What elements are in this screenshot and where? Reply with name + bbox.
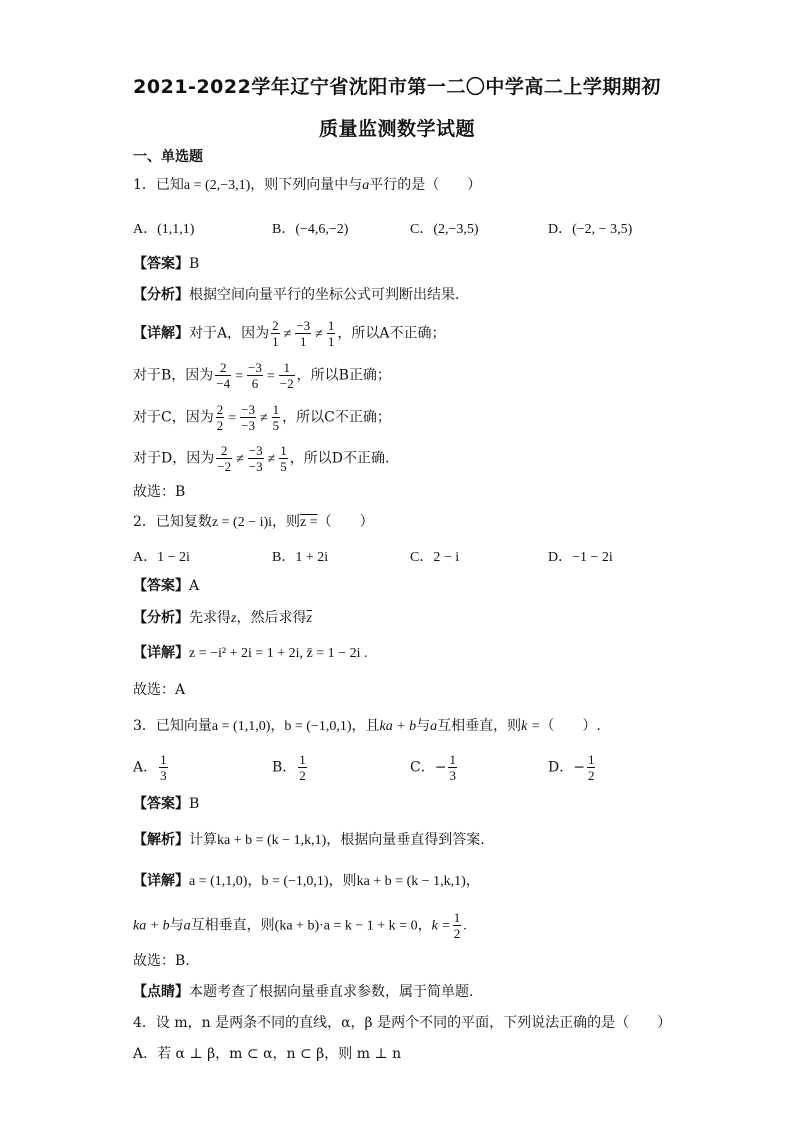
numerator: 1 <box>453 910 461 925</box>
denominator: 1 <box>327 334 335 349</box>
numerator: 1 <box>327 318 335 333</box>
numerator: −3 <box>296 318 311 333</box>
fraction <box>159 752 168 783</box>
fraction <box>279 443 288 474</box>
page-title: 2021-2022学年辽宁省沈阳市第一二〇中学高二上学期期初 <box>133 76 661 98</box>
q3-detail-2: ka + b与a互相垂直，则(ka + b)·a = k − 1 + k = 0，k = $\frac{1}{2}$ . <box>133 910 467 941</box>
fraction <box>448 752 457 783</box>
q2-answer: 【答案】A <box>133 578 200 594</box>
numerator: 1 <box>587 752 595 767</box>
operator: = <box>266 368 275 384</box>
q1-conclusion: 故选：B <box>133 484 186 500</box>
fraction <box>298 752 307 783</box>
q2-conclusion: 故选：A <box>133 682 186 698</box>
q3-option-a: A． $\frac{1}{3}$ <box>133 752 167 783</box>
q3-analysis: 【解析】计算ka + b = (k − 1,k,1)，根据向量垂直得到答案. <box>133 832 485 848</box>
q2-option-b: B．1 + 2i <box>272 550 329 565</box>
fraction <box>215 360 231 391</box>
denominator: 5 <box>280 459 287 474</box>
q3-option-d: D．− $\frac{1}{2}$ <box>548 752 595 783</box>
denominator: 2 <box>453 926 461 941</box>
numerator: 1 <box>272 402 280 417</box>
q3-detail-1: 【详解】a = (1,1,0)，b = (−1,0,1)，则ka + b = (k − 1,k,1)， <box>133 873 480 889</box>
numerator: 1 <box>280 443 287 458</box>
denominator: 2 <box>587 768 595 783</box>
q2-analysis: 【分析】先求得z，然后求得$\overline{z}$ <box>133 610 312 626</box>
operator: ≠ <box>236 451 244 467</box>
operator: = <box>235 368 244 384</box>
q3-option-c: C．− $\frac{1}{3}$ <box>410 752 456 783</box>
q1-detail-d-formula <box>214 443 290 474</box>
denominator: −4 <box>216 376 231 391</box>
numerator: 1 <box>279 360 295 376</box>
denominator: −3 <box>241 418 255 433</box>
denominator: 2 <box>299 768 306 783</box>
operator: ≠ <box>267 451 276 467</box>
operator: ≠ <box>315 326 323 342</box>
numerator: −3 <box>241 402 255 417</box>
operator: ≠ <box>283 326 292 342</box>
page-subtitle: 质量监测数学试题 <box>318 118 475 140</box>
numerator: 1 <box>160 752 167 767</box>
q3-stem: 3．已知向量a = (1,1,0)，b = (−1,0,1)，且ka + b与a互相垂直，则k =（ ）. <box>133 718 601 734</box>
q1-detail-a: 【详解】对于A，因为 $\frac{2}{1}$ ≠ $\frac{-3}{1}$ ≠ $\frac{1}{1}$ ，所以A不正确； <box>133 318 446 349</box>
q2-stem: 2．已知复数z = (2 − i)i，则z =（ ） <box>133 514 374 530</box>
denominator: −2 <box>217 459 232 474</box>
q1-detail-d: 对于D，因为 $\frac{2}{-2}$ ≠ $\frac{-3}{-3}$ ≠ $\frac{1}{5}$ ，所以D不正确. <box>133 443 390 474</box>
fraction <box>587 752 596 783</box>
fraction <box>216 443 232 474</box>
operator: ≠ <box>259 410 268 426</box>
fraction <box>295 318 311 349</box>
fraction <box>216 402 225 433</box>
q1-detail-b-formula <box>213 360 296 391</box>
q4-option-a: A．若 α ⊥ β，m ⊂ α，n ⊂ β，则 m ⊥ n <box>133 1046 402 1062</box>
q1-answer: 【答案】B <box>133 256 200 272</box>
denominator: 1 <box>272 334 279 349</box>
denominator: −2 <box>279 376 294 391</box>
numerator: 2 <box>216 402 224 417</box>
numerator: 1 <box>299 752 306 767</box>
q4-stem: 4．设 m，n 是两条不同的直线，α，β 是两个不同的平面，下列说法正确的是（ ） <box>133 1015 672 1031</box>
fraction <box>247 360 263 391</box>
denominator: 3 <box>160 768 167 783</box>
q1-detail-b: 对于B，因为 $\frac{2}{-4}$ = $\frac{-3}{6}$ = $\frac{1}{-2}$ ，所以B正确； <box>133 360 391 391</box>
denominator: 1 <box>299 334 307 349</box>
q1-option-a: A．(1,1,1) <box>133 222 195 237</box>
fraction <box>272 402 281 433</box>
q3-tip: 【点睛】本题考查了根据向量垂直求参数，属于简单题. <box>133 984 474 1000</box>
numerator: 1 <box>449 752 456 767</box>
q3-option-b: B． $\frac{1}{2}$ <box>272 752 306 783</box>
numerator: 2 <box>216 443 232 459</box>
fraction <box>248 443 264 474</box>
q1-analysis: 【分析】根据空间向量平行的坐标公式可判断出结果. <box>133 287 460 303</box>
denominator: 3 <box>449 768 456 783</box>
denominator: 6 <box>251 376 259 391</box>
fraction <box>240 402 256 433</box>
q1-detail-c: 对于C，因为 $\frac{2}{2}$ = $\frac{-3}{-3}$ ≠ $\frac{1}{5}$ ，所以C不正确； <box>133 402 391 433</box>
fraction <box>327 318 336 349</box>
q2-detail: 【详解】z = −i² + 2i = 1 + 2i, z̄ = 1 − 2i . <box>133 645 368 661</box>
q1-vector-a: a = (2,−3,1) <box>183 178 251 193</box>
numerator: 2 <box>215 360 231 376</box>
fraction <box>271 318 280 349</box>
denominator: −3 <box>248 459 263 474</box>
q1-detail-c-formula <box>214 402 282 433</box>
q1-option-c: C．(2,−3,5) <box>410 222 479 237</box>
q1-option-b: B．(−4,6,−2) <box>272 222 349 237</box>
section-heading: 一、单选题 <box>133 149 203 165</box>
denominator: 5 <box>272 418 280 433</box>
operator: = <box>228 410 237 426</box>
fraction <box>279 360 295 391</box>
numerator: −3 <box>248 443 263 458</box>
q3-answer: 【答案】B <box>133 796 200 812</box>
q1-option-d: D．(−2, − 3,5) <box>548 222 633 237</box>
numerator: −3 <box>248 360 262 375</box>
fraction <box>453 910 462 941</box>
numerator: 2 <box>272 318 279 333</box>
q3-conclusion: 故选：B. <box>133 953 190 969</box>
q1-detail-a-formula <box>269 318 337 349</box>
q2-option-d: D．−1 − 2i <box>548 550 613 565</box>
q2-option-c: C．2 − i <box>410 550 460 565</box>
q1-stem: 1．已知a = (2,−3,1)，则下列向量中与a平行的是（ ） <box>133 177 482 193</box>
denominator: 2 <box>216 418 224 433</box>
q2-option-a: A．1 − 2i <box>133 550 190 565</box>
